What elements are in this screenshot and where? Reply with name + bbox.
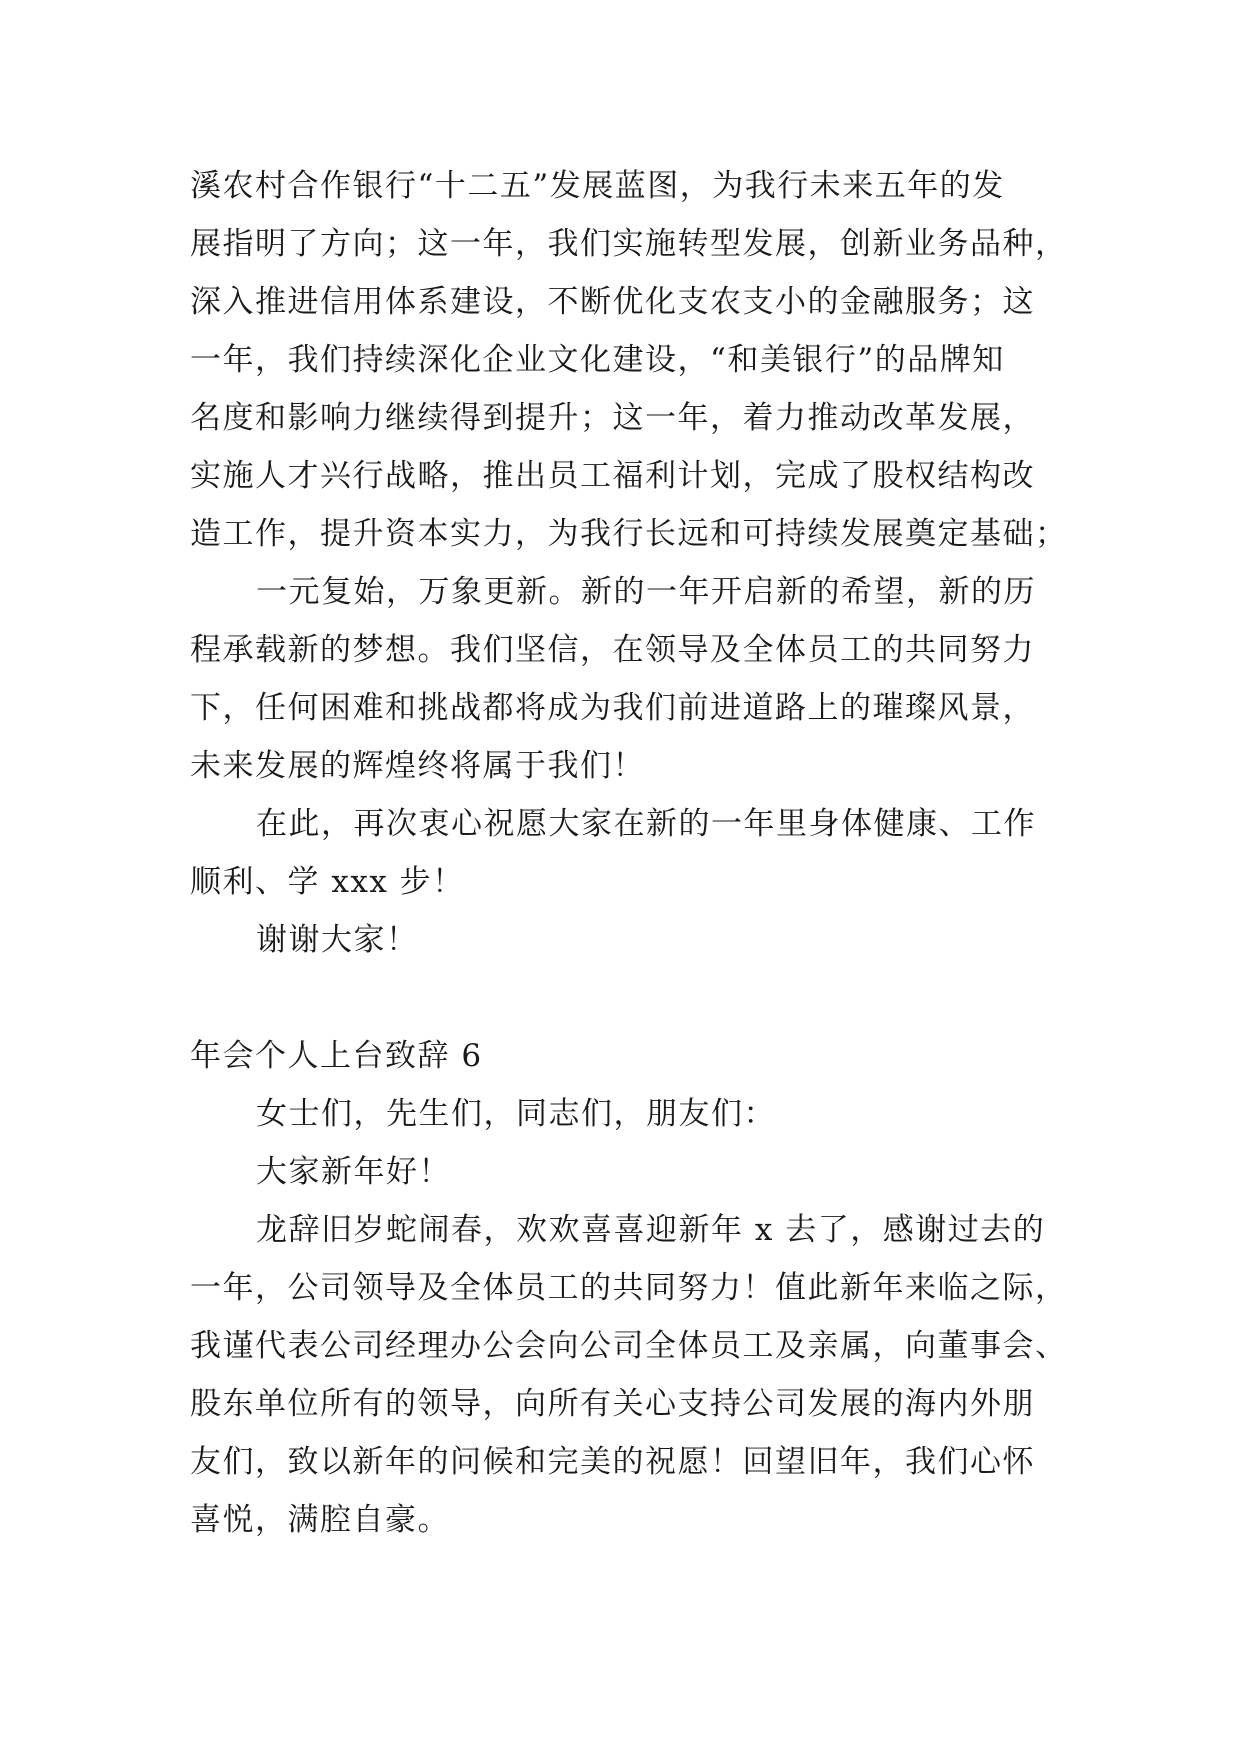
text-line: 龙辞旧岁蛇闹春，欢欢喜喜迎新年 x 去了，感谢过去的: [256, 1212, 1046, 1248]
text-line: 一年，我们持续深化企业文化建设，“和美银行”的品牌知: [190, 342, 1005, 378]
text-line: 名度和影响力继续得到提升；这一年，着力推动改革发展，: [190, 400, 1035, 436]
text-line: 下，任何困难和挑战都将成为我们前进道路上的璀璨风景，: [190, 690, 1035, 726]
text-line: 一元复始，万象更新。新的一年开启新的希望，新的历: [256, 574, 1036, 610]
text-line: 深入推进信用体系建设，不断优化支农支小的金融服务；这: [190, 284, 1035, 320]
text-line: 友们，致以新年的问候和完美的祝愿！回望旧年，我们心怀: [190, 1444, 1035, 1480]
text-line: 实施人才兴行战略，推出员工福利计划，完成了股权结构改: [190, 458, 1035, 494]
text-line: 顺利、学 xxx 步！: [190, 864, 465, 900]
text-line: 喜悦，满腔自豪。: [190, 1502, 450, 1538]
text-line: 股东单位所有的领导，向所有关心支持公司发展的海内外朋: [190, 1386, 1035, 1422]
greeting-line: 女士们，先生们，同志们，朋友们：: [256, 1096, 776, 1132]
section-heading: 年会个人上台致辞 6: [190, 1038, 483, 1074]
new-year-line: 大家新年好！: [256, 1154, 451, 1190]
text-line: 一年，公司领导及全体员工的共同努力！值此新年来临之际，: [190, 1270, 1068, 1306]
text-line: 造工作，提升资本实力，为我行长远和可持续发展奠定基础；: [190, 516, 1068, 552]
text-line: 展指明了方向；这一年，我们实施转型发展，创新业务品种，: [190, 226, 1068, 262]
text-line: 溪农村合作银行“十二五”发展蓝图，为我行未来五年的发: [190, 168, 1005, 204]
text-line: 程承载新的梦想。我们坚信，在领导及全体员工的共同努力: [190, 632, 1035, 668]
text-line: 我谨代表公司经理办公会向公司全体员工及亲属，向董事会、: [190, 1328, 1068, 1364]
text-line: 谢谢大家！: [256, 922, 419, 958]
text-line: 在此，再次衷心祝愿大家在新的一年里身体健康、工作: [256, 806, 1036, 842]
text-line: 未来发展的辉煌终将属于我们！: [190, 748, 645, 784]
